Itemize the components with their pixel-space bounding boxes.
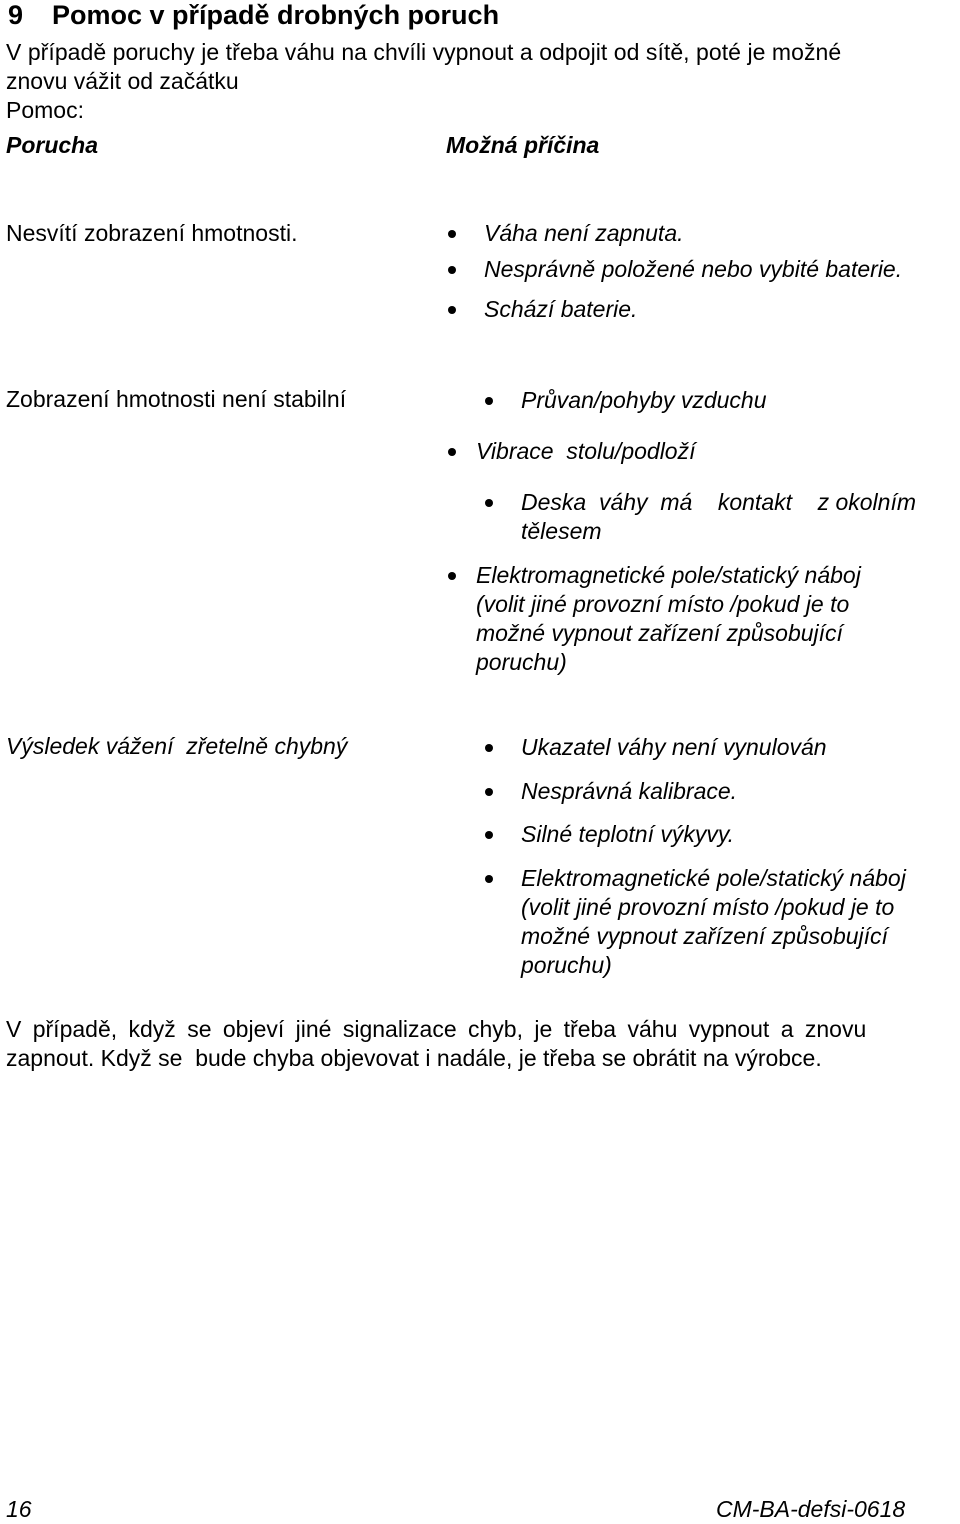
cause-item-continued: tělesem: [521, 518, 602, 544]
intro-line-2: znovu vážit od začátku: [6, 68, 239, 94]
closing-line-2: zapnout. Když se bude chyba objevovat i nadále, je třeba se obrátit na výrobce.: [6, 1045, 822, 1071]
cause-item-continued: poruchu): [476, 649, 567, 675]
cause-item: Elektromagnetické pole/statický náboj: [521, 865, 906, 891]
bullet-icon: [485, 831, 493, 839]
bullet-icon: [485, 788, 493, 796]
cause-item: Vibrace stolu/podloží: [476, 438, 696, 464]
cause-item: Váha není zapnuta.: [484, 220, 684, 246]
bullet-icon: [485, 397, 493, 405]
cause-item-continued: možné vypnout zařízení způsobující: [521, 923, 888, 949]
cause-item: Silné teplotní výkyvy.: [521, 821, 735, 847]
section-number: 9: [8, 0, 24, 30]
column-header-cause: Možná příčina: [446, 132, 600, 158]
bullet-icon: [448, 572, 456, 580]
bullet-icon: [448, 448, 456, 456]
cause-item: Ukazatel váhy není vynulován: [521, 734, 827, 760]
closing-line-1: V případě, když se objeví jiné signalizace chyb, je třeba váhu vypnout a znovu: [6, 1016, 867, 1042]
cause-item: Schází baterie.: [484, 296, 638, 322]
cause-item: Elektromagnetické pole/statický náboj: [476, 562, 861, 588]
document-code: CM-BA-defsi-0618: [716, 1496, 906, 1522]
bullet-icon: [485, 744, 493, 752]
bullet-icon: [448, 306, 456, 314]
cause-item: Nesprávně položené nebo vybité baterie.: [484, 256, 903, 282]
cause-item: Průvan/pohyby vzduchu: [521, 387, 767, 413]
cause-item-continued: (volit jiné provozní místo /pokud je to: [476, 591, 850, 617]
cause-item-continued: (volit jiné provozní místo /pokud je to: [521, 894, 895, 920]
fault-row-1: Nesvítí zobrazení hmotnosti.: [6, 220, 298, 246]
bullet-icon: [448, 266, 456, 274]
section-title: Pomoc v případě drobných poruch: [52, 0, 500, 30]
cause-item: Nesprávná kalibrace.: [521, 778, 738, 804]
page-number: 16: [6, 1496, 32, 1522]
bullet-icon: [448, 230, 456, 238]
cause-item: Deska váhy má kontakt z okolním: [521, 489, 916, 515]
cause-item-continued: poruchu): [521, 952, 612, 978]
column-header-fault: Porucha: [6, 132, 99, 158]
fault-row-2: Zobrazení hmotnosti není stabilní: [6, 386, 347, 412]
intro-line-1: V případě poruchy je třeba váhu na chvíli vypnout a odpojit od sítě, poté je možné: [6, 39, 842, 65]
bullet-icon: [485, 499, 493, 507]
fault-row-3: Výsledek vážení zřetelně chybný: [6, 733, 348, 759]
pomoc-label: Pomoc:: [6, 97, 84, 123]
cause-item-continued: možné vypnout zařízení způsobující: [476, 620, 843, 646]
bullet-icon: [485, 875, 493, 883]
